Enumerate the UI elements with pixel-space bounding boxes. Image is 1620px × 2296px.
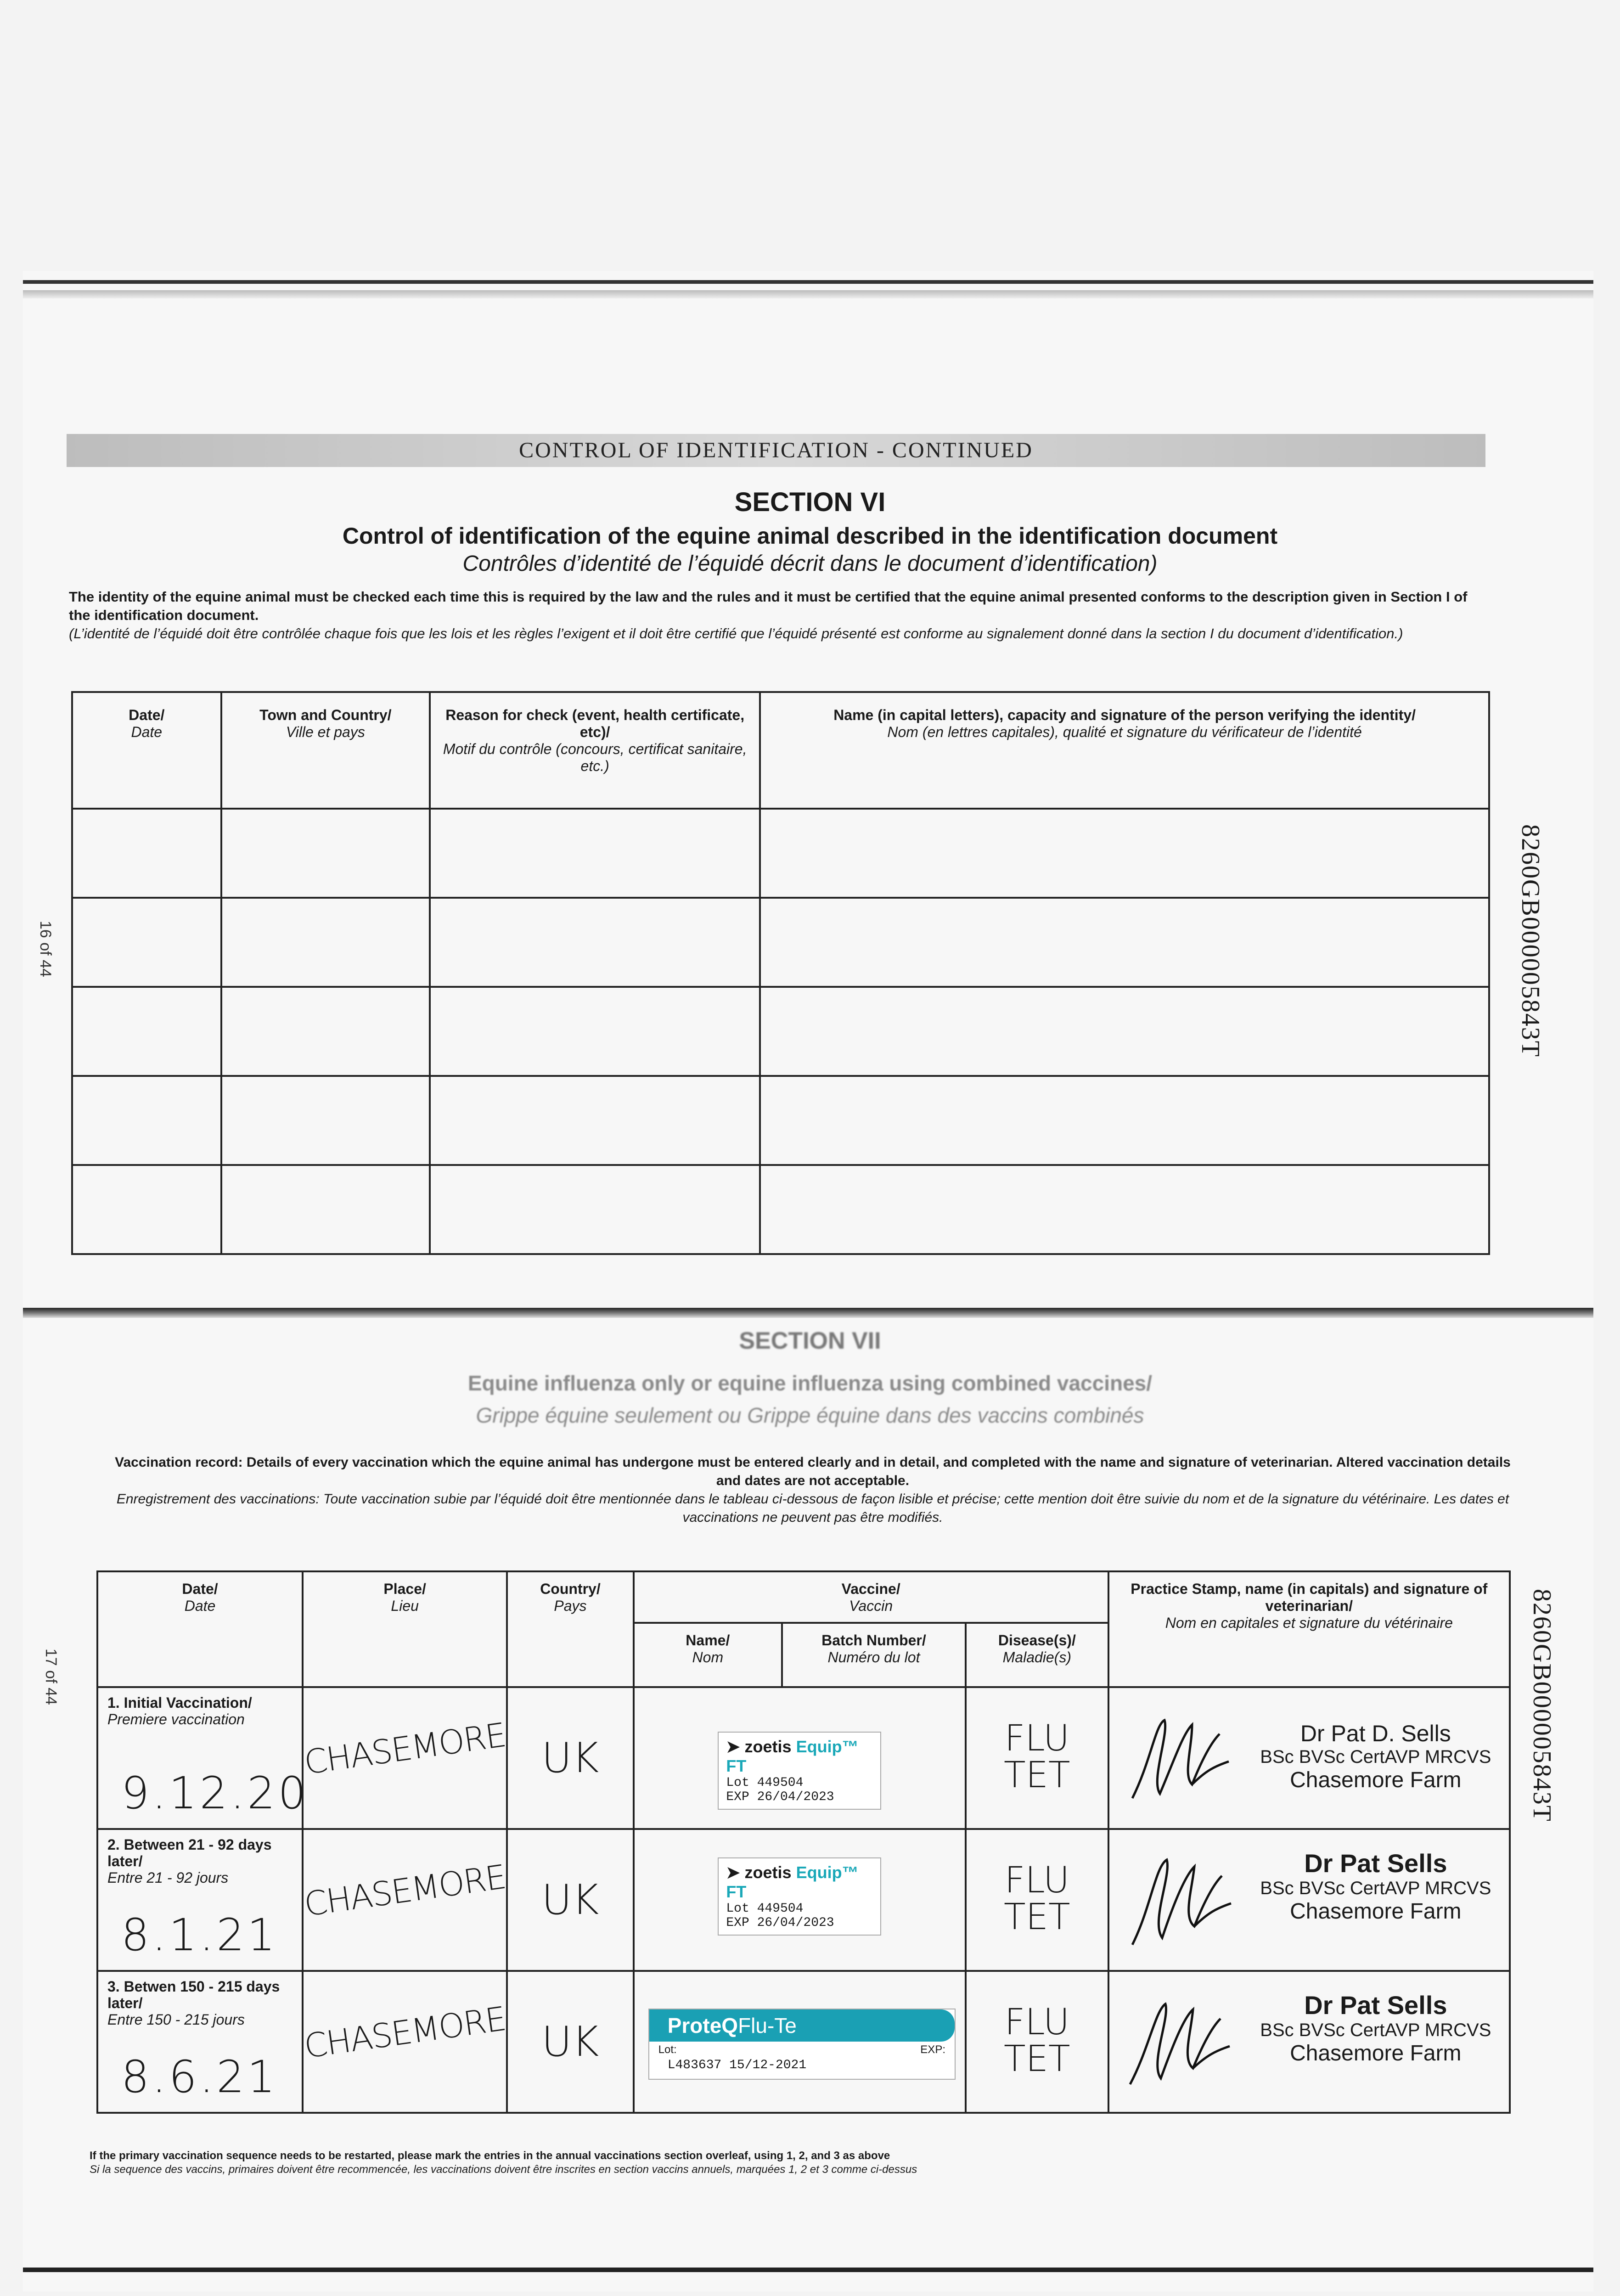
section-title: Control of identification of the equine animal described in the identification document (342, 523, 1278, 549)
practice-name: Chasemore Farm (1290, 1899, 1462, 1924)
intro-fr: (L’identité de l’équidé doit être contrôlée chaque fois que les lois et les règles l’exigent et il doit être certifié que l’équidé présenté est conforme au signalement donné dans la section I du document d’identification.) (69, 625, 1403, 642)
vet-qualifications: BSc BVSc CertAVP MRCVS (1260, 2020, 1491, 2040)
country-cell[interactable] (507, 1829, 633, 1971)
reason-cell[interactable] (430, 809, 760, 898)
top-rule (23, 280, 1593, 284)
reason-cell[interactable] (430, 898, 760, 987)
practice-stamp (1247, 1848, 1504, 1924)
reason-cell[interactable] (430, 1076, 760, 1165)
vaccination-intro (101, 1453, 1524, 1527)
vaccine-product: Flu-Te (738, 2014, 797, 2037)
page-separator (23, 1308, 1593, 1318)
table-row (72, 809, 1489, 898)
table-row (97, 1687, 1510, 1829)
place-cell[interactable] (303, 1971, 507, 2113)
banner-title: CONTROL OF IDENTIFICATION - CONTINUED (519, 438, 1033, 462)
bottom-rule (23, 2268, 1593, 2272)
handwritten-country: UK (541, 1876, 599, 1924)
place-cell[interactable] (303, 1687, 507, 1829)
table-header-row (72, 692, 1489, 809)
vet-signature-icon (1123, 1990, 1238, 2091)
col-reason: Reason for check (event, health certificate, etc)/ Motif du contrôle (concours, certificat sanitaire, etc.) (430, 692, 760, 809)
col-place: Place/ Lieu (303, 1571, 507, 1687)
row-label: 2. Between 21 - 92 days later/ Entre 21 - 92 jours (107, 1836, 272, 1886)
town-cell[interactable] (221, 809, 430, 898)
col-verifier: Name (in capital letters), capacity and signature of the person verifying the identity/ Nom (en lettres capitales), qualité et signature du vérificateur de l’identité (760, 692, 1489, 809)
vaccine-brand: zoetis (744, 1737, 792, 1756)
verifier-cell[interactable] (760, 987, 1489, 1076)
date-cell[interactable] (97, 1829, 303, 1971)
section-title-fr: Contrôles d’identité de l’équidé décrit dans le document d’identification) (462, 551, 1158, 576)
date-cell[interactable] (72, 809, 221, 898)
stamp-cell[interactable] (1108, 1829, 1510, 1971)
vaccination-table (96, 1570, 1511, 2114)
table-row (72, 1165, 1489, 1254)
vaccine-product: Equip™ FT (726, 1863, 859, 1901)
handwritten-disease: FLU TET (1004, 1860, 1070, 1938)
footnote (90, 2149, 917, 2177)
reason-cell[interactable] (430, 1165, 760, 1254)
verifier-cell[interactable] (760, 1076, 1489, 1165)
table-row (72, 1076, 1489, 1165)
reason-cell[interactable] (430, 987, 760, 1076)
verifier-cell[interactable] (760, 809, 1489, 898)
col-vaccine-name: Name/ Nom (634, 1623, 782, 1687)
col-disease: Disease(s)/ Maladie(s) (966, 1623, 1108, 1687)
handwritten-disease: FLU TET (1004, 2002, 1070, 2080)
table-row (72, 987, 1489, 1076)
handwritten-country: UK (541, 2018, 599, 2066)
document-id-16: 8260GB000005843T (1516, 824, 1545, 1058)
vet-signature-icon (1123, 1706, 1238, 1807)
town-cell[interactable] (221, 987, 430, 1076)
zoetis-logo-icon: ➤ (726, 1863, 740, 1882)
batch-lot: L483637 15/12-2021 (667, 2058, 807, 2072)
col-date: Date/ Date (97, 1571, 303, 1687)
page-number-17: 17 of 44 (42, 1649, 60, 1705)
disease-cell[interactable] (966, 1687, 1108, 1829)
section-heading: SECTION VI (734, 487, 886, 517)
town-cell[interactable] (221, 1165, 430, 1254)
handwritten-place: CHASEMORE (302, 1857, 508, 1924)
table-row (97, 1971, 1510, 2113)
vet-name: Dr Pat Sells (1304, 1849, 1447, 1878)
vaccination-intro-en: Vaccination record: Details of every vaccination which the equine animal has undergone must be entered clearly and in detail, and completed with the name and signature of veterinarian. Altered vaccination details and dates are not acceptable. (115, 1455, 1511, 1488)
vet-qualifications: BSc BVSc CertAVP MRCVS (1260, 1878, 1491, 1898)
vet-name: Dr Pat Sells (1304, 1991, 1447, 2020)
top-shadow (23, 290, 1593, 298)
handwritten-date: 8.6.21 (121, 2051, 278, 2103)
handwritten-place: CHASEMORE (302, 1999, 508, 2066)
vet-name: Dr Pat D. Sells (1300, 1721, 1451, 1746)
date-cell[interactable] (72, 898, 221, 987)
col-stamp: Practice Stamp, name (in capitals) and signature of veterinarian/ Nom en capitales et signature du vétérinaire (1108, 1571, 1510, 1687)
date-cell[interactable] (72, 1165, 221, 1254)
disease-cell[interactable] (966, 1971, 1108, 2113)
vaccine-sticker: ➤ zoetis Equip™ FT Lot 449504 EXP 26/04/2023 (718, 1857, 881, 1936)
col-country: Country/ Pays (507, 1571, 633, 1687)
footnote-fr: Si la sequence des vaccins, primaires doivent être recommencée, les vaccinations doivent être inscrites en section vaccins annuels, marquées 1, 2 et 3 comme ci-dessus (90, 2163, 917, 2176)
identity-check-table (71, 691, 1490, 1255)
footnote-en: If the primary vaccination sequence needs to be restarted, please mark the entries in the annual vaccinations section overleaf, using 1, 2, and 3 as above (90, 2150, 890, 2162)
vaccine-product: Equip™ FT (726, 1737, 859, 1775)
col-date: Date/ Date (72, 692, 221, 809)
vaccination-intro-fr: Enregistrement des vaccinations: Toute vaccination subie par l’équidé doit être mentionnée dans le tableau ci-dessous de façon lisible et précise; cette mention doit être suivie du nom et de la signature du vétérinaire. Les dates et vaccinations ne peuvent pas être modifiés. (116, 1491, 1509, 1525)
row-label: 1. Initial Vaccination/ Premiere vaccination (107, 1694, 252, 1728)
section-vii-title: Equine influenza only or equine influenza using combined vaccines/ (467, 1371, 1153, 1395)
vaccine-brand: ProteQ (667, 2014, 738, 2037)
handwritten-country: UK (541, 1734, 599, 1782)
vaccine-label-cell[interactable] (634, 1829, 966, 1971)
handwritten-place: CHASEMORE (302, 1715, 508, 1782)
country-cell[interactable] (507, 1687, 633, 1829)
page-number-16: 16 of 44 (37, 921, 54, 977)
date-cell[interactable] (97, 1687, 309, 1829)
vaccine-sticker: ➤ zoetis Equip™ FT Lot 449504 EXP 26/04/2023 (718, 1732, 881, 1810)
section-banner (67, 434, 1485, 467)
vaccine-label-cell[interactable] (634, 1687, 966, 1829)
table-header-row (97, 1571, 1510, 1623)
date-cell[interactable] (72, 987, 221, 1076)
vaccine-sticker: ProteQFlu-Te Lot: EXP: L483637 15/12-2021 (648, 2009, 956, 2080)
handwritten-disease: FLU TET (1004, 1718, 1070, 1796)
disease-cell[interactable] (966, 1829, 1108, 1971)
town-cell[interactable] (221, 1076, 430, 1165)
stamp-cell[interactable] (1108, 1971, 1510, 2113)
date-cell[interactable] (72, 1076, 221, 1165)
col-batch: Batch Number/ Numéro du lot (782, 1623, 966, 1687)
row-label: 3. Betwen 150 - 215 days later/ Entre 150 - 215 jours (107, 1978, 280, 2028)
date-cell[interactable] (97, 1971, 303, 2113)
col-vaccine: Vaccine/ Vaccin (634, 1571, 1108, 1623)
intro-en: The identity of the equine animal must be checked each time this is required by the law and the rules and it must be certified that the equine animal presented conforms to the description given in Section I of the identification document. (69, 589, 1468, 623)
section-vii-title-fr: Grippe équine seulement ou Grippe équine dans des vaccins combinés (476, 1403, 1144, 1427)
practice-stamp (1247, 1720, 1504, 1793)
verifier-cell[interactable] (760, 1165, 1489, 1254)
country-cell[interactable] (507, 1971, 633, 2113)
batch-lot: 449504 (757, 1776, 804, 1790)
vaccine-label-cell[interactable] (634, 1971, 966, 2113)
batch-exp: 26/04/2023 (757, 1790, 834, 1804)
vet-signature-icon (1123, 1848, 1238, 1949)
practice-stamp (1247, 1990, 1504, 2066)
table-row (72, 898, 1489, 987)
practice-name: Chasemore Farm (1290, 1768, 1462, 1792)
vet-qualifications: BSc BVSc CertAVP MRCVS (1260, 1747, 1491, 1767)
practice-name: Chasemore Farm (1290, 2041, 1462, 2065)
handwritten-date: 8.1.21 (121, 1909, 278, 1961)
intro-text (69, 588, 1474, 643)
town-cell[interactable] (221, 898, 430, 987)
zoetis-logo-icon: ➤ (726, 1737, 740, 1756)
section-vii-heading: SECTION VII (739, 1328, 881, 1354)
col-town-country: Town and Country/ Ville et pays (221, 692, 430, 809)
verifier-cell[interactable] (760, 898, 1489, 987)
vaccine-brand: zoetis (744, 1863, 792, 1882)
handwritten-date: 9.12.20 (121, 1767, 309, 1819)
document-id-17: 8260GB000005843T (1528, 1589, 1556, 1822)
batch-exp: 26/04/2023 (757, 1916, 834, 1930)
place-cell[interactable] (303, 1829, 507, 1971)
table-row (97, 1829, 1510, 1971)
batch-lot: 449504 (757, 1902, 804, 1916)
stamp-cell[interactable] (1108, 1687, 1510, 1829)
